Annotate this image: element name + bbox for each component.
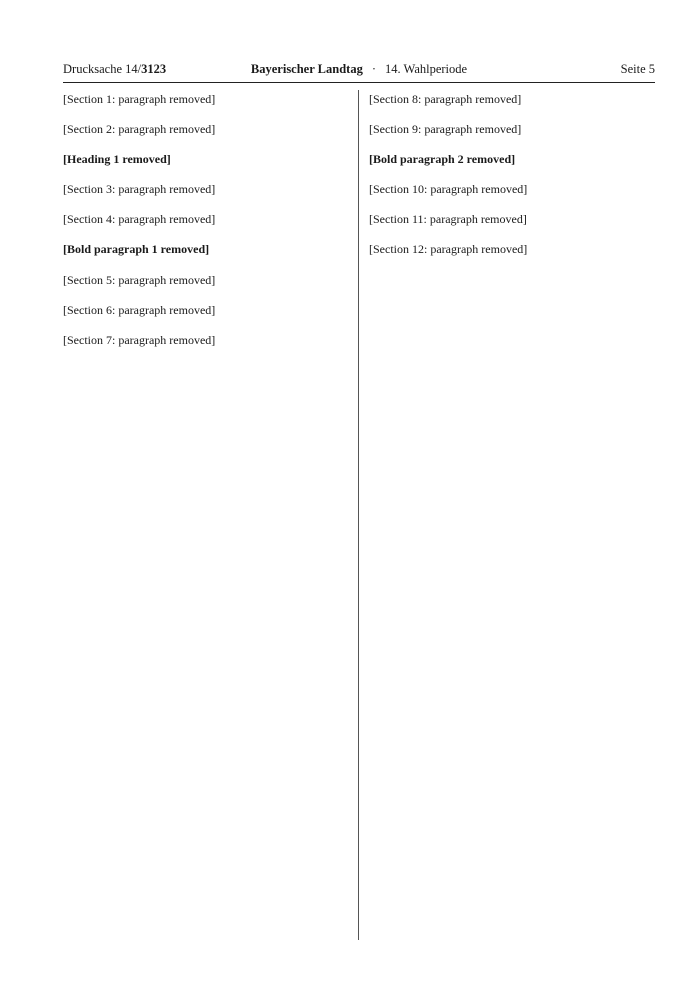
paragraph: [Section 12: paragraph removed]: [369, 242, 528, 257]
doc-number: 3123: [141, 62, 167, 76]
column-divider: [358, 90, 359, 940]
paragraph: [Section 11: paragraph removed]: [369, 212, 527, 227]
page-header: [63, 58, 655, 80]
left-column: [63, 92, 351, 363]
page-number: Seite 5: [620, 62, 655, 76]
paragraph: [Section 5: paragraph removed]: [63, 272, 216, 287]
doc-prefix: Drucksache 14/: [63, 62, 142, 76]
right-column: [369, 92, 657, 273]
paragraph: [Section 6: paragraph removed]: [63, 302, 216, 317]
section-heading: [Heading 1 removed]: [63, 152, 171, 167]
paragraph: [Section 9: paragraph removed]: [369, 122, 522, 137]
paragraph: [Section 10: paragraph removed]: [369, 182, 528, 197]
header-title: [63, 58, 655, 80]
parliament-name: Bayerischer Landtag: [250, 62, 363, 76]
paragraph: [Section 3: paragraph removed]: [63, 182, 216, 197]
paragraph: [Section 1: paragraph removed]: [63, 92, 216, 106]
paragraph: [Section 2: paragraph removed]: [63, 122, 216, 137]
header-rule: [63, 82, 655, 83]
paragraph: [Section 4: paragraph removed]: [63, 212, 216, 227]
bold-quote: [Bold paragraph 1 removed]: [63, 242, 210, 257]
paragraph: [Section 8: paragraph removed]: [369, 92, 522, 106]
paragraph: [Section 7: paragraph removed]: [63, 332, 216, 347]
bold-quote: [Bold paragraph 2 removed]: [369, 152, 516, 167]
legislative-period: 14. Wahlperiode: [385, 62, 468, 76]
header-separator: ·: [371, 62, 376, 76]
